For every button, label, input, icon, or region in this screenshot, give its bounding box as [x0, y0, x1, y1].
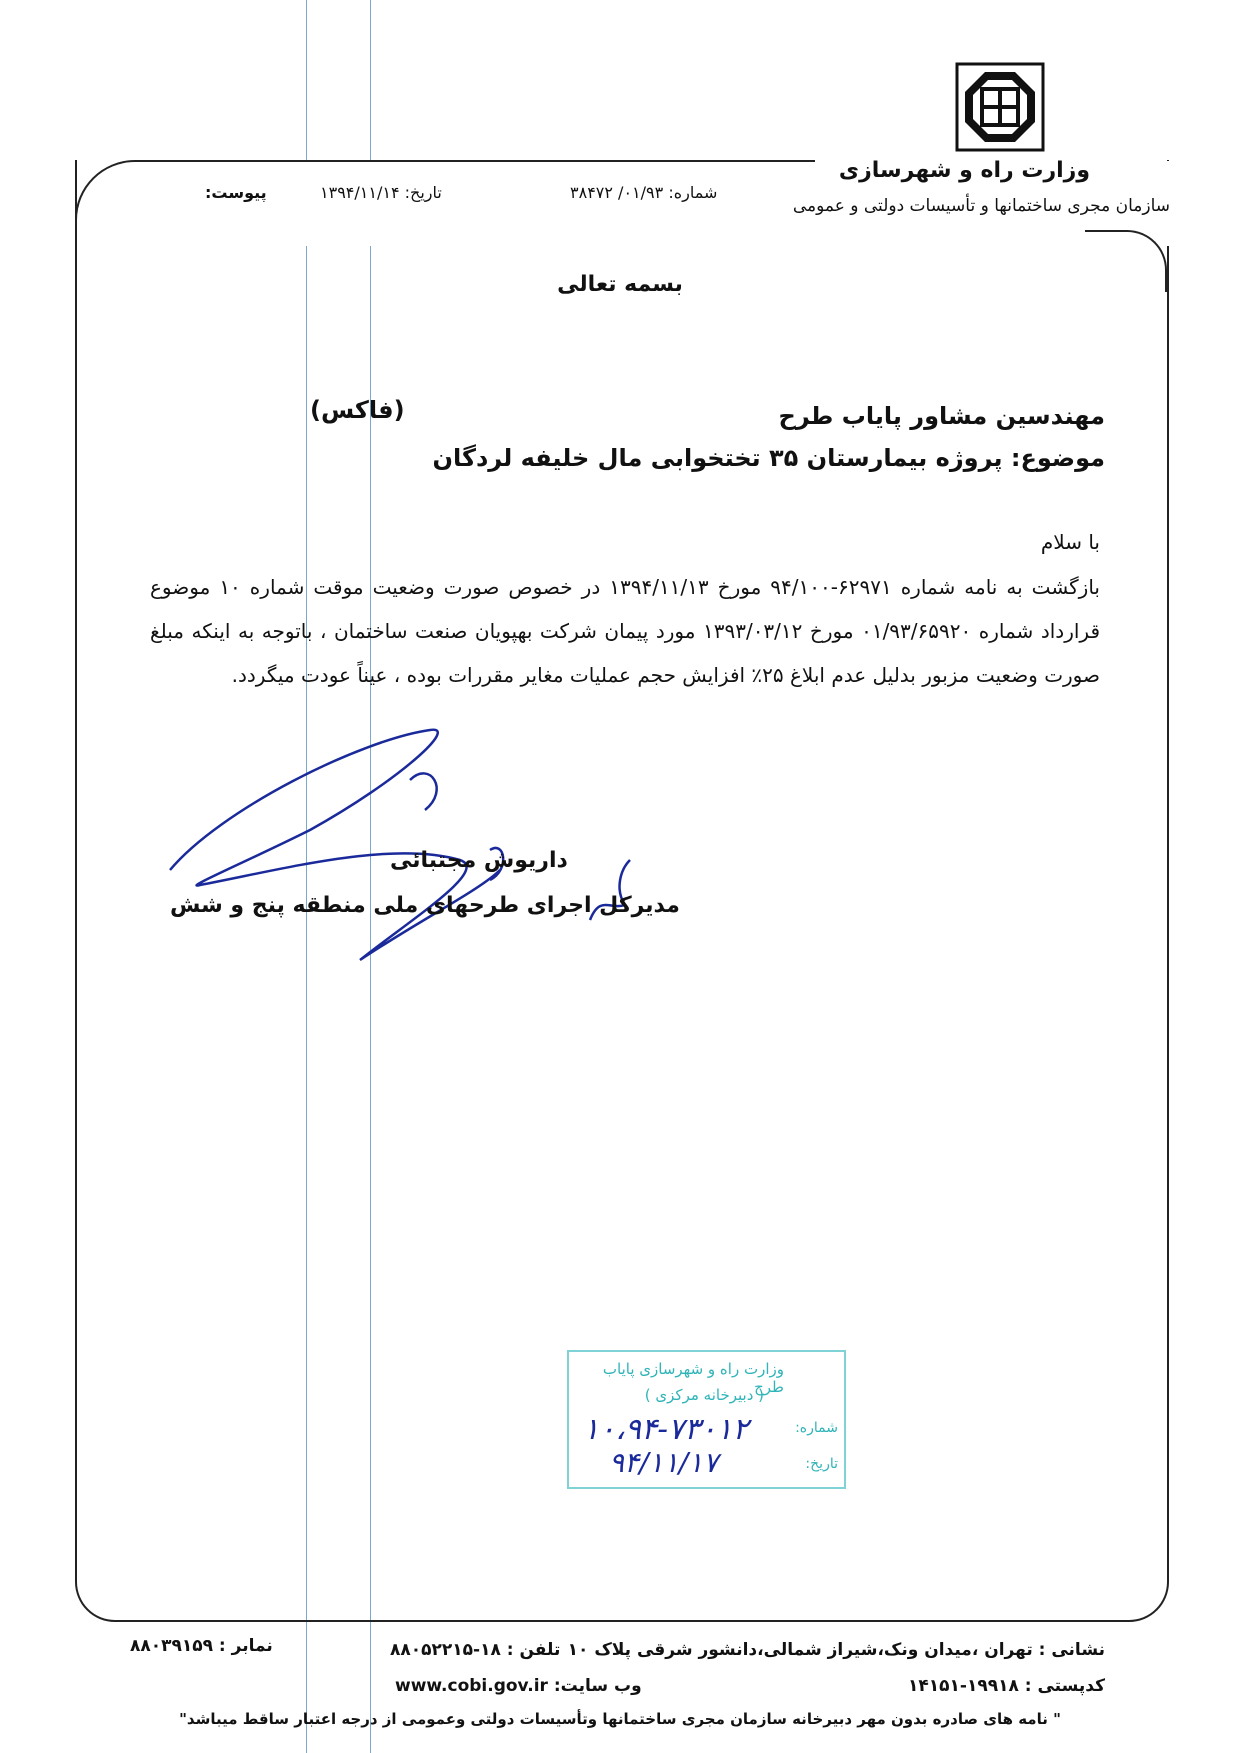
date-value: ۱۳۹۴/۱۱/۱۴ — [320, 183, 400, 202]
greeting: با سلام — [1040, 530, 1100, 554]
footer-postal-code: کدپستی : ۱۹۹۱۸-۱۴۱۵۱ — [907, 1676, 1105, 1696]
bismillah-heading: بسمه تعالی — [557, 272, 683, 297]
footer-address: نشانی : تهران ،میدان ونک،شیراز شمالی،دانشور شرقی پلاک ۱۰ — [567, 1640, 1105, 1660]
subject-line: موضوع: پروژه بیمارستان ۳۵ تختخوابی مال خلیفه لردگان — [432, 444, 1105, 472]
stamp-organization: وزارت راه و شهرسازی پایاب طرح — [602, 1360, 784, 1396]
fax-tag: (فاکس) — [310, 396, 405, 424]
ministry-name: وزارت راه و شهرسازی — [838, 158, 1090, 183]
number-label: شماره: — [668, 183, 718, 202]
signatory-name: داریوش مجتبائی — [390, 848, 568, 873]
footer-notice: " نامه های صادره بدون مهر دبیرخانه سازمان مجری ساختمانها وتأسیسات دولتی وعمومی از درجه اعتبار ساقط میباشد" — [179, 1710, 1061, 1728]
frame-top-line — [135, 160, 815, 162]
footer-fax: نمابر : ۸۸۰۳۹۱۵۹ — [130, 1636, 273, 1656]
footer-phone: تلفن : ۱۸-۸۸۰۵۲۲۱۵ — [390, 1640, 561, 1660]
attachment-label: پیوست: — [205, 183, 267, 202]
footer-website: وب سایت: www.cobi.gov.ir — [395, 1676, 642, 1696]
date-label: تاریخ: — [404, 183, 442, 202]
letter-body: بازگشت به نامه شماره ۶۲۹۷۱-۹۴/۱۰۰ مورخ ۱۳۹۴/۱۱/۱۳ در خصوص صورت وضعیت موقت شماره ۱۰ موضوع قرارداد شماره ۰۱/۹۳/۶۵۹۲۰ مورخ ۱۳۹۳/۰۳/۱۲ مورد پیمان شرکت بهپویان صنعت ساختمان ، باتوجه به اینکه مبلغ صورت وضعیت مزبور بدلیل عدم ابلاغ ۲۵٪ افزایش حجم عملیات مغایر مقررات بوده ، عیناً عودت میگردد. — [150, 575, 1101, 687]
stamp-number-label: شماره: — [795, 1420, 838, 1436]
letter-number — [570, 183, 717, 202]
stamp-handwritten-date: ۹۴/۱۱/۱۷ — [609, 1446, 719, 1479]
signatory-title: مدیرکل اجرای طرحهای ملی منطقه پنج و شش — [170, 893, 680, 918]
letter-date — [320, 183, 442, 202]
stamp-date-label: تاریخ: — [805, 1456, 838, 1472]
stamp-department: ( دبیرخانه مرکزی ) — [644, 1386, 764, 1404]
ministry-logo-icon — [955, 62, 1045, 152]
registration-stamp — [567, 1350, 846, 1489]
organization-name: سازمان مجری ساختمانها و تأسیسات دولتی و عمومی — [792, 196, 1170, 216]
recipient: مهندسین مشاور پایاب طرح — [778, 402, 1105, 430]
number-value: ۰۱/۹۳/ ۳۸۴۷۲ — [570, 183, 664, 202]
stamp-handwritten-number: ۱۰،۹۴-۷۳۰۱۲ — [583, 1412, 749, 1447]
